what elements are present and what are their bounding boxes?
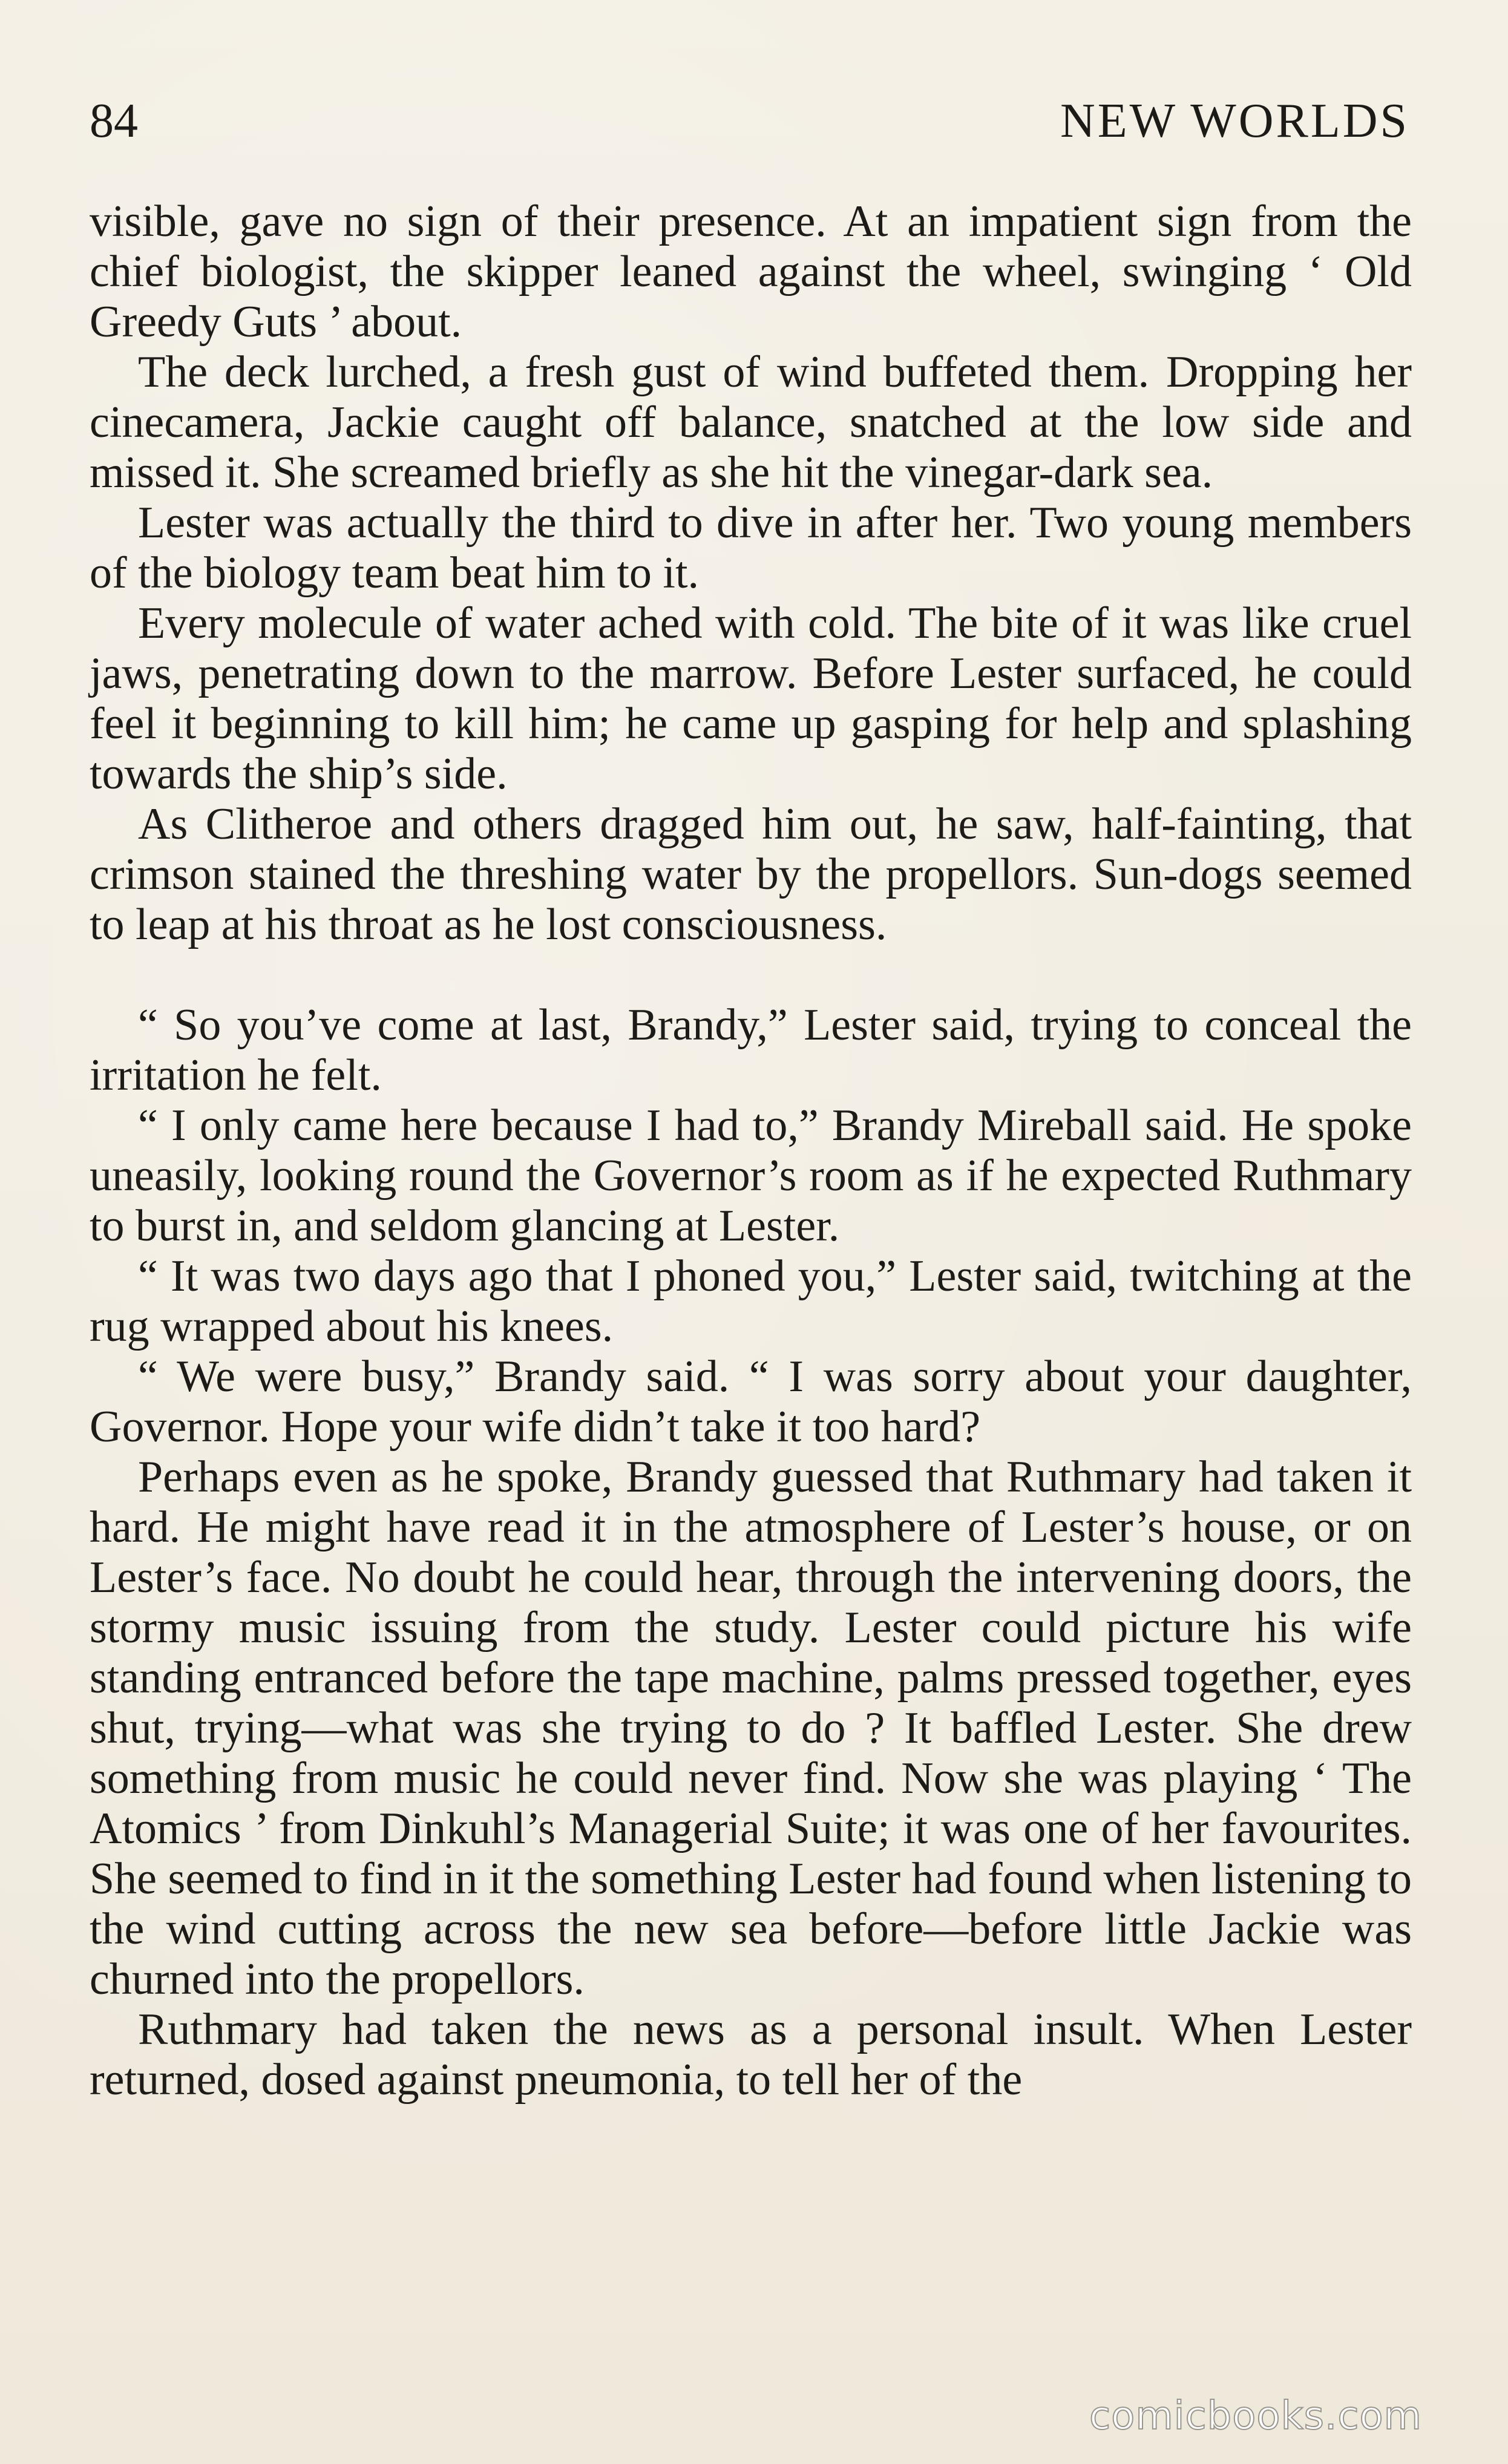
paragraph-9: “ We were busy,” Brandy said. “ I was sorry about your daughter, Governor. Hope your wife didn’t take it too hard? bbox=[90, 1352, 1412, 1452]
watermark: comicbooks.com bbox=[1089, 2394, 1422, 2439]
paragraph-2: The deck lurched, a fresh gust of wind buffeted them. Dropping her cinecamera, Jackie caught off balance, snatched at the low side and missed it. She screamed briefly as she hit the vinegar-dark sea. bbox=[90, 347, 1412, 497]
paragraph-4: Every molecule of water ached with cold. The bite of it was like cruel jaws, penetrating down to the marrow. Before Lester surfaced, he could feel it beginning to kill him; he came up gasping for help and splashing towards the ship’s side. bbox=[90, 598, 1412, 799]
running-title: NEW WORLDS bbox=[1060, 94, 1409, 148]
page-number: 84 bbox=[90, 94, 138, 148]
section-break bbox=[90, 950, 1412, 1000]
paragraph-11: Ruthmary had taken the news as a personal insult. When Lester returned, dosed against pneumonia, to tell her of the bbox=[90, 2005, 1412, 2105]
paragraph-7: “ I only came here because I had to,” Brandy Mireball said. He spoke uneasily, looking round the Governor’s room as if he expected Ruthmary to burst in, and seldom glancing at Lester. bbox=[90, 1101, 1412, 1251]
paragraph-3: Lester was actually the third to dive in after her. Two young members of the biology team beat him to it. bbox=[90, 498, 1412, 598]
running-head bbox=[90, 91, 1409, 151]
paragraph-8: “ It was two days ago that I phoned you,” Lester said, twitching at the rug wrapped about his knees. bbox=[90, 1251, 1412, 1351]
paragraph-5: As Clitheroe and others dragged him out, he saw, half-fainting, that crimson stained the threshing water by the propellors. Sun-dogs seemed to leap at his throat as he lost consciousness. bbox=[90, 799, 1412, 949]
paragraph-10: Perhaps even as he spoke, Brandy guessed that Ruthmary had taken it hard. He might have read it in the atmosphere of Lester’s house, or on Lester’s face. No doubt he could hear, through the intervening doors, the stormy music issuing from the study. Lester could picture his wife standing entranced before the tape machine, palms pressed together, eyes shut, trying—what was she trying to do ? It baffled Lester. She drew something from music he could never find. Now she was playing ‘ The Atomics ’ from Dinkuhl’s Managerial Suite; it was one of her favourites. She seemed to find in it the something Lester had found when listening to the wind cutting across the new sea before—before little Jackie was churned into the propellors. bbox=[90, 1452, 1412, 2004]
paragraph-1: visible, gave no sign of their presence. At an impatient sign from the chief biologist, the skipper leaned against the wheel, swinging ‘ Old Greedy Guts ’ about. bbox=[90, 197, 1412, 347]
paragraph-6: “ So you’ve come at last, Brandy,” Lester said, trying to conceal the irritation he felt. bbox=[90, 1000, 1412, 1100]
body-text bbox=[90, 197, 1412, 2105]
